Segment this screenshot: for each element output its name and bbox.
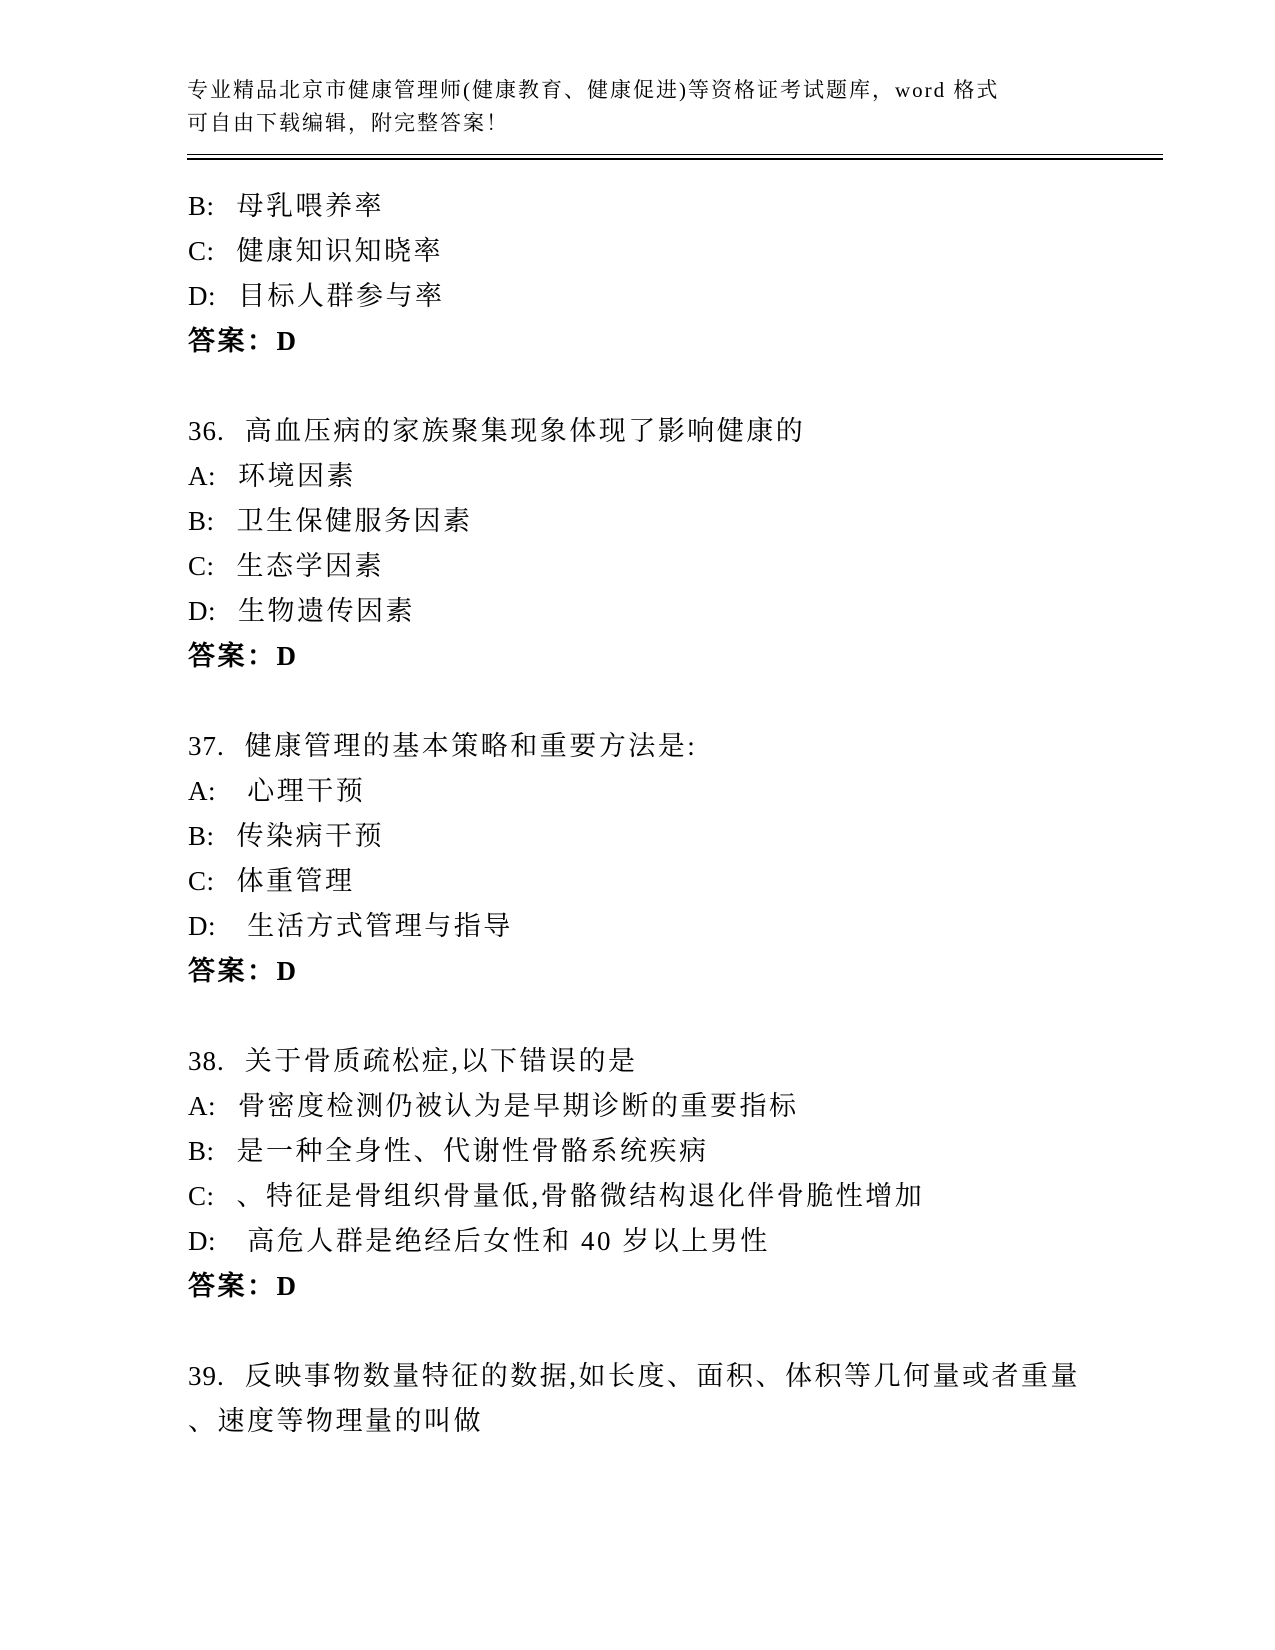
option-text: 、特征是骨组织骨量低,骨骼微结构退化伴骨脆性增加 [236,1181,925,1211]
document-header [0,0,1275,140]
option-label: A: [188,461,216,491]
option-label: B: [188,1136,215,1166]
question-block [188,184,1155,364]
option-line [188,769,1155,814]
option-line [188,184,1155,229]
option-text: 生物遗传因素 [238,596,415,626]
option-line [188,544,1155,589]
question-text: 反映事物数量特征的数据,如长度、面积、体积等几何量或者重量 [244,1361,1080,1391]
question-line [188,409,1155,454]
question-text-continuation [188,1399,1155,1444]
option-label: D: [188,281,216,311]
option-text: 心理干预 [238,776,366,806]
question-number: 37. [188,731,225,761]
option-text: 体重管理 [236,866,355,896]
option-text: 健康知识知晓率 [236,236,444,266]
option-line [188,814,1155,859]
option-label: D: [188,1226,216,1256]
option-text: 母乳喂养率 [236,191,385,221]
option-text: 传染病干预 [236,821,385,851]
answer-line: 答案：D [188,326,299,356]
option-text: 骨密度检测仍被认为是早期诊断的重要指标 [238,1091,799,1121]
option-text: 目标人群参与率 [238,281,445,311]
option-text: 是一种全身性、代谢性骨骼系统疾病 [236,1136,709,1166]
option-text: 环境因素 [238,461,356,491]
option-line [188,1174,1155,1219]
question-text: 高血压病的家族聚集现象体现了影响健康的 [244,416,806,446]
option-label: D: [188,911,216,941]
option-line [188,1219,1155,1264]
question-list [0,160,1275,1444]
option-label: B: [188,821,215,851]
option-line [188,1084,1155,1129]
answer-line: 答案：D [188,956,299,986]
header-line-1: 专业精品北京市健康管理师(健康教育、健康促进)等资格证考试题库，word 格式 [187,78,1000,102]
option-line [188,859,1155,904]
header-line-2: 可自由下载编辑，附完整答案！ [187,111,509,135]
question-number: 36. [188,416,225,446]
question-text: 、速度等物理量的叫做 [188,1406,483,1436]
question-block [188,724,1155,994]
option-text: 生态学因素 [236,551,385,581]
question-line [188,724,1155,769]
option-line [188,229,1155,274]
question-number: 38. [188,1046,225,1076]
option-label: C: [188,236,215,266]
question-block [188,1354,1155,1444]
option-label: C: [188,1181,215,1211]
option-text: 高危人群是绝经后女性和 40 岁以上男性 [238,1226,770,1256]
question-line [188,1039,1155,1084]
option-line [188,1129,1155,1174]
option-text: 生活方式管理与指导 [238,911,513,941]
option-label: D: [188,596,216,626]
option-label: B: [188,506,215,536]
option-label: C: [188,866,215,896]
option-line [188,454,1155,499]
option-line [188,499,1155,544]
question-text: 健康管理的基本策略和重要方法是: [244,731,698,761]
question-number: 39. [188,1361,225,1391]
answer-line: 答案：D [188,1271,299,1301]
option-label: A: [188,1091,216,1121]
question-text: 关于骨质疏松症,以下错误的是 [244,1046,638,1076]
question-block [188,1039,1155,1309]
option-label: B: [188,191,215,221]
option-label: A: [188,776,216,806]
option-line [188,274,1155,319]
question-block [188,409,1155,679]
option-line [188,904,1155,949]
option-text: 卫生保健服务因素 [236,506,473,536]
option-label: C: [188,551,215,581]
answer-line: 答案：D [188,641,299,671]
question-line [188,1354,1155,1399]
option-line [188,589,1155,634]
